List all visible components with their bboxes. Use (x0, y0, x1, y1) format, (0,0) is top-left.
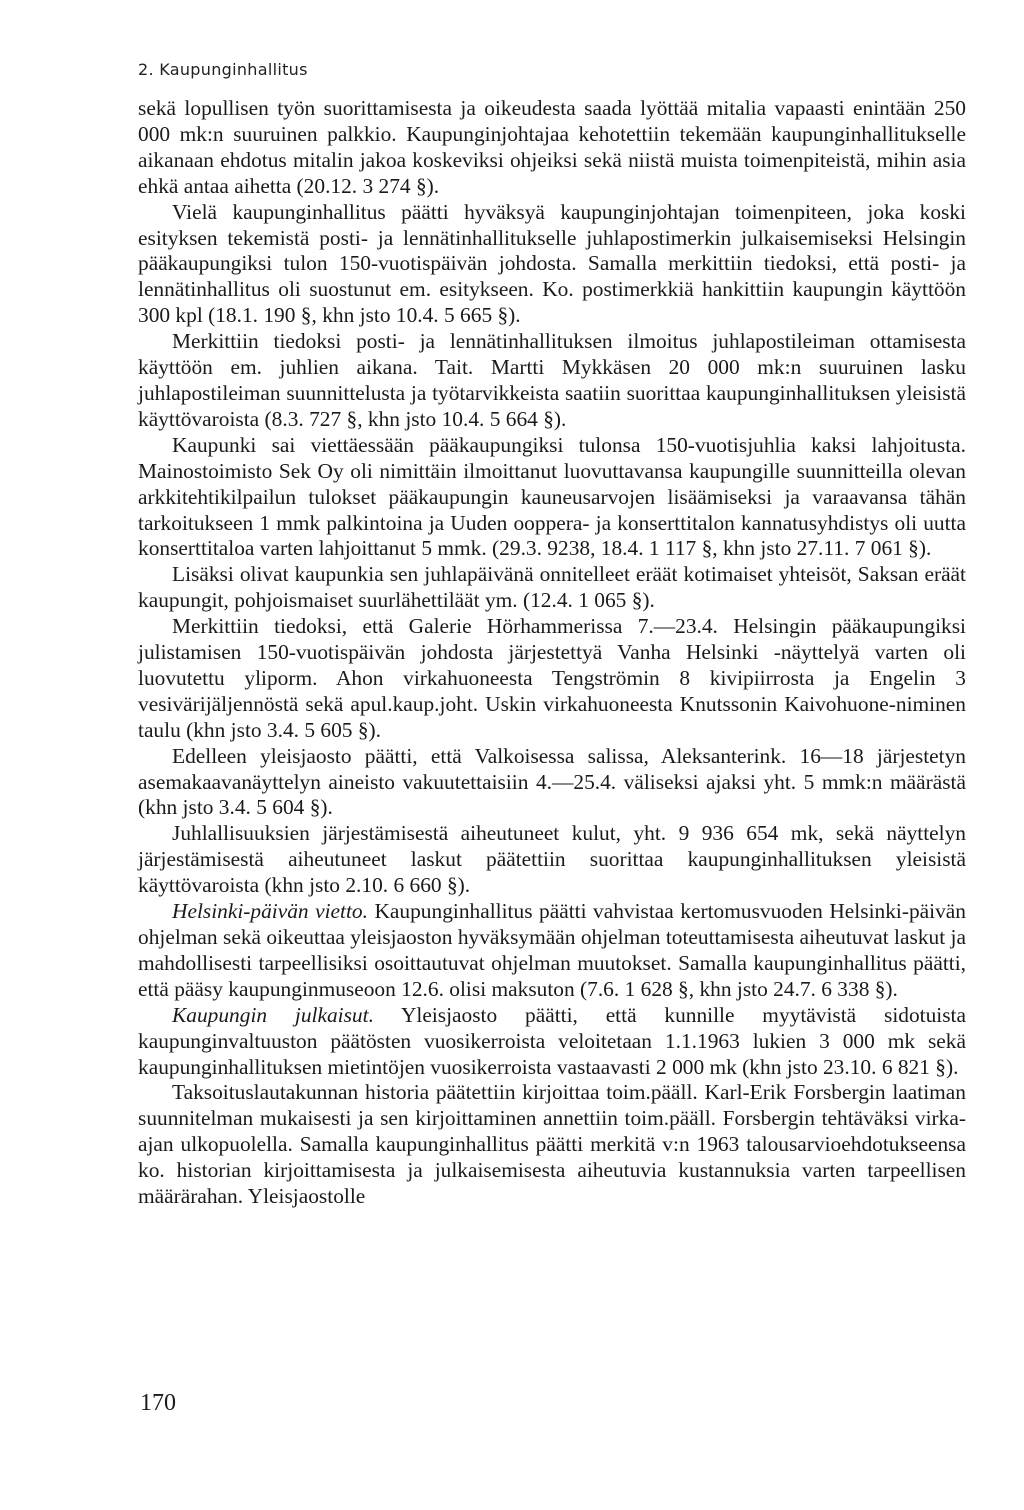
paragraph-text: sekä lopullisen työn suorittamisesta ja oikeudesta saada lyöttää mitalia vapaasti enintään 250 000 mk:n suuruinen palkkio. Kaupunginjohtajaa kehotettiin tekemään kaupunginhallitukselle aikanaan ehdotus mitalin jakoa koskeviksi ohjeiksi sekä niistä muista toimenpiteistä, mihin asia ehkä antaa aihetta (20.12. 3 274 §). (138, 96, 966, 198)
paragraph-text: Juhlallisuuksien järjestämisestä aiheutuneet kulut, yht. 9 936 654 mk, sekä näyttelyn järjestämisestä aiheutuneet laskut päätettiin suorittaa kaupunginhallituksen yleisistä käyttövaroista (khn jsto 2.10. 6 660 §). (138, 821, 966, 898)
paragraph (138, 1003, 966, 1081)
paragraph-lead: Kaupungin julkaisut. (172, 1002, 374, 1027)
paragraph-text: Merkittiin tiedoksi, että Galerie Hörhammerissa 7.—23.4. Helsingin pääkaupungiksi julistamisen 150-vuotispäivän johdosta järjestettyä Vanha Helsinki -näyttelyä varten oli luovutettu yliporm. Ahon virkahuoneesta Tengströmin 8 kivipiirrosta ja Engelin 3 vesivärijäljennöstä sekä apul.kaup.joht. Uskin virkahuoneesta Knutssonin Kaivohuone-niminen taulu (khn jsto 3.4. 5 605 §). (138, 614, 966, 742)
paragraph-text: Kaupunginhallitus päätti vahvistaa kertomusvuoden Helsinki-päivän ohjelman sekä oikeuttaa yleisjaoston hyväksymään ohjelman toteuttamisesta aiheutuvat laskut ja mahdollisesti tarpeellisiksi osoittautuvat ohjelman muutokset. Samalla kaupunginhallitus päätti, että pääsy kaupunginmuseoon 12.6. olisi maksuton (7.6. 1 628 §, khn jsto 24.7. 6 338 §). (138, 899, 966, 1001)
paragraph-text: Yleisjaosto päätti, että kunnille myytävistä sidotuista kaupunginvaltuuston päätösten vuosikerroista veloitetaan 1.1.1963 lukien 3 000 mk sekä kaupunginhallituksen mietintöjen vuosikerroista vastaavasti 2 000 mk (khn jsto 23.10. 6 821 §). (138, 1002, 966, 1079)
paragraph-text: Kaupunki sai viettäessään pääkaupungiksi tulonsa 150-vuotisjuhlia kaksi lahjoitusta. Mainostoimisto Sek Oy oli nimittäin ilmoittanut luovuttavansa kaupungille suunnitteilla olevan arkkitehtikilpailun tulokset pääkaupungin kauneusarvojen lisäämiseksi ja varaavansa tähän tarkoitukseen 1 mmk palkintoina ja Uuden ooppera- ja konserttitalon kannatusyhdistys oli uutta konserttitaloa varten lahjoittanut 5 mmk. (29.3. 9238, 18.4. 1 117 §, khn jsto 27.11. 7 061 §). (138, 432, 966, 561)
paragraph-text: Edelleen yleisjaosto päätti, että Valkoisessa salissa, Aleksanterink. 16—18 järjestetyn asemakaavanäyttelyn aineisto vakuutettaisiin 4.—25.4. väliseksi ajaksi yht. 5 mmk:n määrästä (khn jsto 3.4. 5 604 §). (138, 743, 966, 820)
paragraph-text: Vielä kaupunginhallitus päätti hyväksyä kaupunginjohtajan toimenpiteen, joka koski esityksen tekemistä posti- ja lennätinhallitukselle juhlapostimerkin julkaisemiseksi Helsingin pääkaupungiksi tulon 150-vuotispäivän johdosta. Samalla merkittiin tiedoksi, että posti- ja lennätinhallitus oli suostunut em. esitykseen. Ko. postimerkkiä hankittiin kaupungin käyttöön 300 kpl (18.1. 190 §, khn jsto 10.4. 5 665 §). (138, 199, 966, 328)
paragraph (138, 899, 966, 1003)
paragraph (138, 821, 966, 899)
page-number: 170 (140, 1390, 176, 1416)
paragraph-text: Lisäksi olivat kaupunkia sen juhlapäivänä onnitelleet eräät kotimaiset yhteisöt, Saksan eräät kaupungit, pohjoismaiset suurlähettiläät ym. (12.4. 1 065 §). (138, 562, 966, 613)
running-title: 2. Kaupunginhallitus (138, 60, 308, 79)
paragraph-text: Merkittiin tiedoksi posti- ja lennätinhallituksen ilmoitus juhlapostileiman ottamisesta käyttöön em. juhlien aikana. Tait. Martti Mykkäsen 20 000 mk:n suuruinen lasku juhlapostileiman suunnittelusta ja työtarvikkeista saatiin suorittaa kaupunginhallituksen yleisistä käyttövaroista (8.3. 727 §, khn jsto 10.4. 5 664 §). (138, 329, 966, 431)
paragraph (138, 1080, 966, 1210)
paragraph (138, 200, 966, 330)
body-text (138, 96, 966, 1210)
paragraph (138, 744, 966, 822)
paragraph (138, 614, 966, 744)
paragraph (138, 329, 966, 433)
paragraph-text: Taksoituslautakunnan historia päätettiin kirjoittaa toim.pääll. Karl-Erik Forsbergin laatiman suunnitelman mukaisesti ja sen kirjoittaminen annettiin toim.pääll. Forsbergin tehtäväksi virka-ajan ulkopuolella. Samalla kaupunginhallitus päätti merkitä v:n 1963 talousarvioehdotukseensa ko. historian kirjoittamisesta ja julkaisemisesta aiheutuvia kustannuksia varten tarpeellisen määrärahan. Yleisjaostolle (138, 1080, 966, 1209)
paragraph (138, 562, 966, 614)
paragraph-lead: Helsinki-päivän vietto. (172, 899, 368, 924)
paragraph (138, 433, 966, 563)
paragraph (138, 96, 966, 200)
